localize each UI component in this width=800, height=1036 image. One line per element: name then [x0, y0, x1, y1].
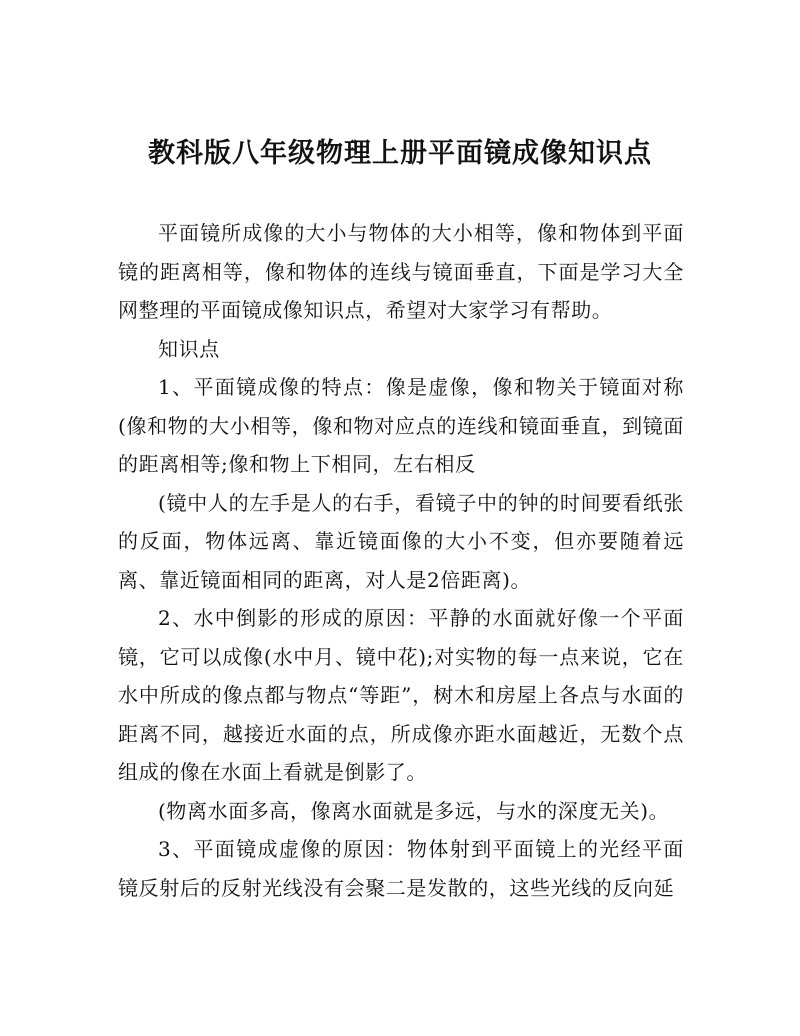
point-1-note-paragraph: (镜中人的左手是人的右手，看镜子中的钟的时间要看纸张的反面，物体远离、靠近镜面像的大小不变，但亦要随着远离、靠近镜面相同的距离，对人是2倍距离)。 [118, 490, 684, 592]
document-title: 教科版八年级物理上册平面镜成像知识点 [148, 138, 652, 169]
section-heading-knowledge-points: 知识点 [158, 336, 220, 361]
point-3-paragraph: 3、平面镜成虚像的原因：物体射到平面镜上的光经平面镜反射后的反射光线没有会聚二是发散的，这些光线的反向延 [118, 837, 684, 900]
document-body [118, 214, 684, 907]
point-2-paragraph: 2、水中倒影的形成的原因：平静的水面就好像一个平面镜，它可以成像(水中月、镜中花);对实物的每一点来说，它在水中所成的像点都与物点“等距”，树木和房屋上各点与水面的距离不同，越接近水面的点，所成像亦距水面越近，无数个点组成的像在水面上看就是倒影了。 [118, 606, 684, 784]
intro-paragraph: 平面镜所成像的大小与物体的大小相等，像和物体到平面镜的距离相等，像和物体的连线与镜面垂直，下面是学习大全网整理的平面镜成像知识点，希望对大家学习有帮助。 [118, 221, 684, 322]
point-2-note-paragraph: (物离水面多高，像离水面就是多远，与水的深度无关)。 [158, 798, 670, 823]
point-1-paragraph: 1、平面镜成像的特点：像是虚像，像和物关于镜面对称(像和物的大小相等，像和物对应点的连线和镜面垂直，到镜面的距离相等;像和物上下相同，左右相反 [118, 375, 684, 476]
